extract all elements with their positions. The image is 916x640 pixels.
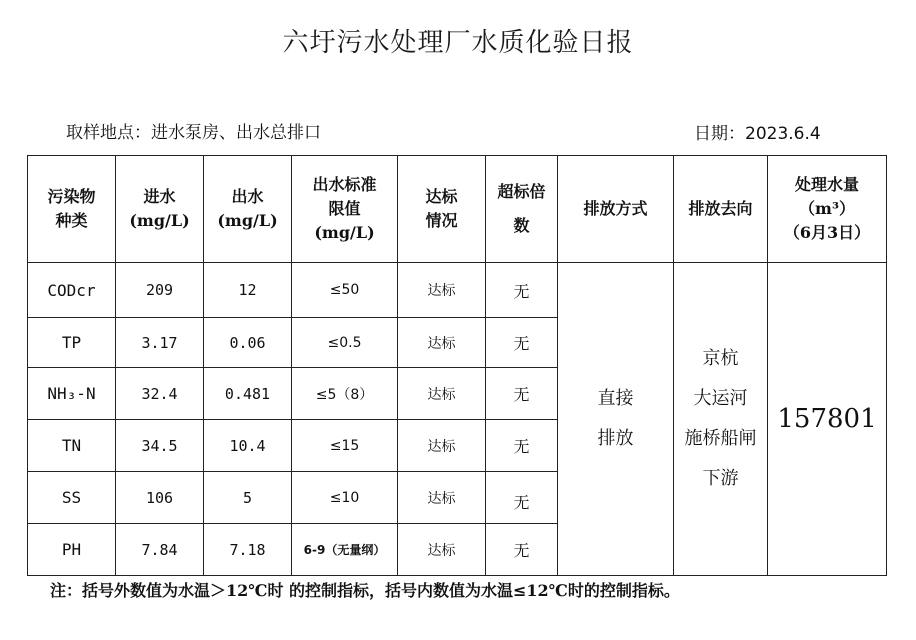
row-pollutant: NH₃-N [28,368,116,420]
row-effluent: 0.481 [204,368,292,420]
header-effluent: 出水 (mg/L) [204,156,292,263]
row-effluent: 12 [204,263,292,318]
row-exceed: 无 [486,318,558,368]
row-status: 达标 [398,472,486,524]
header-discharge-method: 排放方式 [558,156,674,263]
row-limit: ≤10 [292,472,398,524]
row-pollutant: SS [28,472,116,524]
water-quality-table [27,155,887,576]
row-effluent: 10.4 [204,420,292,472]
row-pollutant: TP [28,318,116,368]
treated-volume: 157801 [768,263,887,576]
header-influent: 进水 (mg/L) [116,156,204,263]
header-volume: 处理水量 （m³） （6月3日） [768,156,887,263]
row-status: 达标 [398,524,486,576]
row-limit: ≤15 [292,420,398,472]
row-influent: 209 [116,263,204,318]
sampling-location: 取样地点：进水泵房、出水总排口 [66,123,321,143]
row-influent: 32.4 [116,368,204,420]
table-row [28,263,887,318]
row-exceed: 无 [486,368,558,420]
row-limit: ≤50 [292,263,398,318]
row-pollutant: TN [28,420,116,472]
row-exceed: 无 [486,472,558,524]
row-limit: 6-9（无量纲） [292,524,398,576]
header-limit: 出水标准 限值 (mg/L) [292,156,398,263]
discharge-destination: 京杭 大运河 施桥船闸 下游 [674,263,768,576]
row-status: 达标 [398,368,486,420]
row-status: 达标 [398,263,486,318]
row-status: 达标 [398,420,486,472]
page-title: 六圩污水处理厂水质化验日报 [282,28,634,58]
row-influent: 7.84 [116,524,204,576]
header-exceed: 超标倍 数 [486,156,558,263]
row-effluent: 0.06 [204,318,292,368]
row-influent: 106 [116,472,204,524]
row-exceed: 无 [486,420,558,472]
header-status: 达标 情况 [398,156,486,263]
row-pollutant: PH [28,524,116,576]
row-limit: ≤0.5 [292,318,398,368]
row-effluent: 5 [204,472,292,524]
header-pollutant: 污染物 种类 [28,156,116,263]
row-influent: 3.17 [116,318,204,368]
row-influent: 34.5 [116,420,204,472]
discharge-method: 直接 排放 [558,263,674,576]
row-limit: ≤5（8） [292,368,398,420]
header-discharge-destination: 排放去向 [674,156,768,263]
row-exceed: 无 [486,524,558,576]
footnote: 注：括号外数值为水温＞12℃时 的控制指标，括号内数值为水温≤12℃时的控制指标。 [50,581,680,600]
row-status: 达标 [398,318,486,368]
header-row [28,156,887,263]
row-exceed: 无 [486,263,558,318]
report-date: 日期：2023.6.4 [694,124,821,144]
row-effluent: 7.18 [204,524,292,576]
row-pollutant: CODcr [28,263,116,318]
